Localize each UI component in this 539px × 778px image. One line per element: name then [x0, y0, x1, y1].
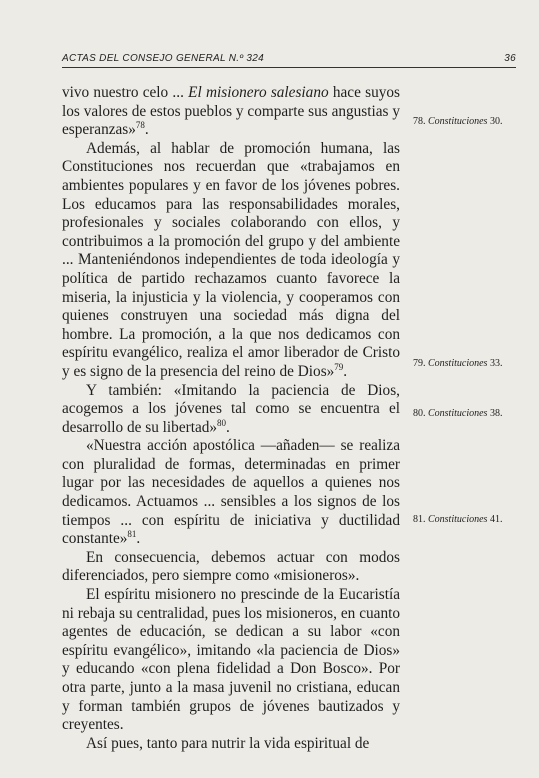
header-rule: [62, 67, 516, 68]
text-run: .: [343, 362, 348, 380]
note-number: 80.: [413, 408, 426, 419]
book-title: El misionero salesiano: [188, 84, 329, 101]
footnote-ref: 81: [127, 529, 137, 540]
paragraph-1: [62, 84, 400, 140]
text-run: .: [144, 121, 149, 139]
text-run: «Nuestra acción apostólica —añaden— se realiza con pluralidad de formas, determinadas en primer lugar por las necesidades de aquellos a quienes nos dedicamos. Actuamos ... sensibles a los signos de los tiempos ... con espíritu de iniciativa y ductilidad constante»: [62, 437, 400, 548]
page-number: 36: [504, 53, 516, 64]
note-location: 33.: [489, 358, 503, 369]
note-source: Constituciones: [428, 116, 488, 127]
text-run: Y también: «Imitando la paciencia de Dios, acogemos a los jóvenes tal como se encuentra el desarrollo de su libertad»: [62, 381, 400, 436]
text-run: Además, al hablar de promoción humana, las Constituciones nos recuerdan que «trabajamos en ambientes populares y en favor de los jóvenes pobres. Los educamos para las responsabilidades morales, profesionales y sociales colaborando con ellos, y contribuimos a la promoción del grupo y del ambiente ... Manteniéndonos independientes de toda ideología y política de partido rechazamos cuanto favorece la miseria, la injusticia y la violencia, y cooperamos con quienes construyen una sociedad más digna del hombre. La promoción, a la que nos dedicamos con espíritu evangélico, realiza el amor liberador de Cristo y es signo de la presencia del reino de Dios»: [62, 139, 400, 380]
note-location: 30.: [489, 116, 503, 127]
paragraph-4: [62, 437, 400, 549]
note-source: Constituciones: [428, 408, 488, 419]
paragraph-7: Así pues, tanto para nutrir la vida espiritual de: [86, 734, 370, 752]
margin-note: [413, 514, 502, 525]
footnote-ref: 79: [334, 361, 344, 372]
margin-note: [413, 358, 502, 369]
text-run: vivo nuestro celo ...: [62, 84, 189, 101]
running-header: [62, 53, 516, 64]
note-source: Constituciones: [428, 514, 488, 525]
text-run: hace suyos los valores de estos pueblos y comparte sus angustias y esperanzas»: [62, 84, 400, 139]
main-text: [62, 84, 400, 753]
note-number: 79.: [413, 358, 426, 369]
footnote-ref: 80: [217, 417, 227, 428]
note-location: 41.: [489, 514, 503, 525]
note-number: 81.: [413, 514, 426, 525]
paragraph-6: El espíritu misionero no prescinde de la Eucaristía ni rebaja su centralidad, pues los misioneros, en cuanto agentes de educación, se dedican a su labor «con espíritu evangélico», imitando «la paciencia de Dios» y educando «con plena fidelidad a Don Bosco». Por otra parte, junto a la masa juvenil no cristiana, educan y forman también grupos de jóvenes bautizados y creyentes.: [62, 586, 400, 734]
footnote-ref: 78: [135, 120, 145, 131]
note-source: Constituciones: [428, 358, 488, 369]
text-run: .: [136, 530, 141, 548]
note-number: 78.: [413, 116, 426, 127]
text-run: .: [226, 418, 230, 436]
running-header-title: ACTAS DEL CONSEJO GENERAL N.º 324: [62, 53, 264, 64]
paragraph-3: [62, 382, 400, 438]
paragraph-5: En consecuencia, debemos actuar con modos diferenciados, pero siempre como «misioneros».: [62, 548, 400, 585]
margin-note: [413, 116, 502, 127]
note-location: 38.: [489, 408, 503, 419]
paragraph-2: [62, 140, 400, 382]
margin-note: [413, 408, 502, 419]
